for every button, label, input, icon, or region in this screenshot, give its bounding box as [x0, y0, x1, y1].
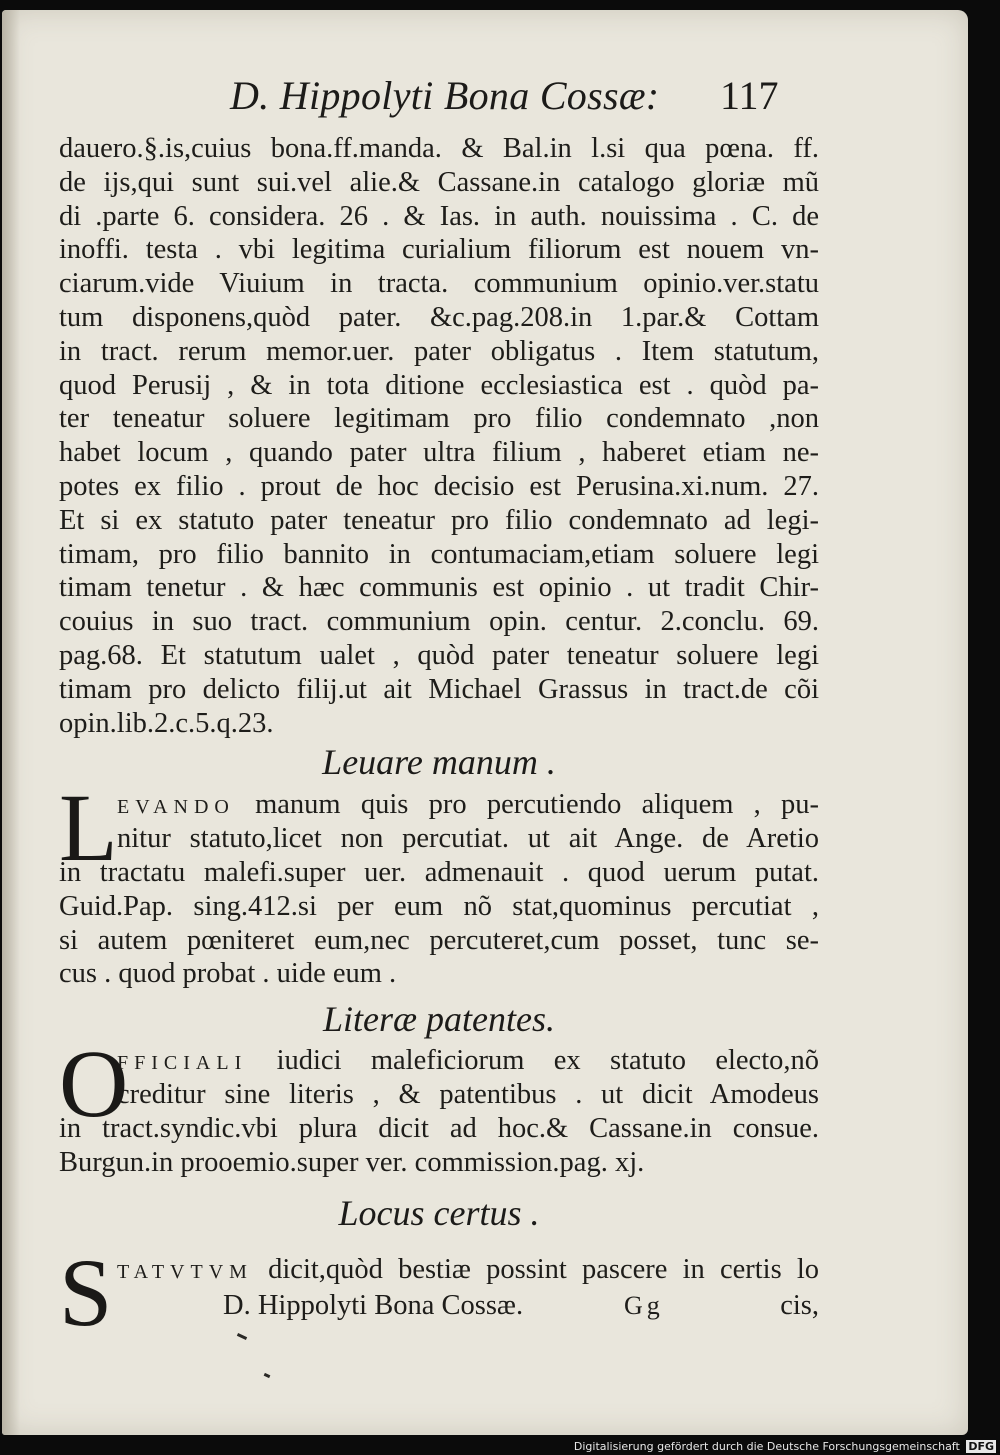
body-text [59, 132, 819, 1347]
text-line: di .parte 6. considera. 26 . & Ias. in auth. nouissima . C. de [59, 200, 819, 232]
text-line: Et si ex statuto pater teneatur pro filio condemnato ad legi- [59, 504, 819, 536]
ink-speck [237, 1333, 247, 1340]
text-line: si autem pœniteret eum,nec percuteret,cum posset, tunc se- [59, 924, 819, 956]
catchword: cis, [780, 1290, 819, 1322]
digitization-credit [574, 1440, 996, 1453]
text-line: ter teneatur soluere legitimam pro filio condemnato ,non [59, 403, 819, 435]
drop-cap: L [59, 774, 118, 882]
text-line: tum disponens,quòd pater. &c.pag.208.in 1.par.& Cottam [59, 301, 819, 333]
text-line: in tract.syndic.vbi plura dicit ad hoc.& Cassane.in consue. [59, 1112, 819, 1144]
drop-cap: O [59, 1030, 129, 1138]
small-caps-word: EVANDO [117, 796, 235, 819]
ink-speck [264, 1373, 271, 1378]
text-line: ciarum.vide Viuium in tracta. communium opinio.ver.statu [59, 268, 819, 300]
text-line: couius in suo tract. communium opin. centur. 2.conclu. 69. [59, 606, 819, 638]
small-caps-word: TATVTVM [117, 1261, 253, 1284]
text-line: Guid.Pap. sing.412.si per eum nõ stat,quominus percutiat , [59, 890, 819, 922]
paragraph-4 [59, 1239, 819, 1347]
dfg-logo: DFG [968, 1440, 994, 1453]
section-heading: Leuare manum . [322, 742, 556, 783]
page-header [2, 72, 968, 122]
book-page [2, 10, 968, 1435]
text-line: Burgun.in prooemio.super ver. commission.pag. xj. [59, 1146, 645, 1178]
small-caps-word: FFICIALI [117, 1052, 248, 1075]
text-line: quod Perusij , & in tota ditione ecclesiastica est . quòd pa- [59, 369, 819, 401]
text-span: dicit,quòd bestiæ possint pascere in certis lo [268, 1254, 819, 1286]
text-line [59, 1253, 819, 1287]
text-line [59, 788, 819, 822]
text-line: nitur statuto,licet non percutiat. ut ait Ange. de Aretio [117, 823, 819, 855]
section-heading: Locus certus . [338, 1193, 540, 1234]
paragraph-1 [59, 132, 819, 740]
text-line: creditur sine literis , & patentibus . ut dicit Amodeus [117, 1078, 819, 1110]
text-line: in tract. rerum memor.uer. pater obligatus . Item statutum, [59, 335, 819, 367]
paragraph-2 [59, 774, 819, 991]
text-line: timam pro delicto filij.ut ait Michael Grassus in tract.de cõi [59, 673, 819, 705]
page-footer [59, 1287, 819, 1325]
text-line: pag.68. Et statutum ualet , quòd pater teneatur soluere legi [59, 639, 819, 671]
running-title: D. Hippolyti Bona Cossæ: [230, 73, 660, 118]
text-line: cus . quod probat . uide eum . [59, 958, 397, 990]
text-line: timam, pro filio bannito in contumaciam,etiam soluere legi [59, 538, 819, 570]
text-line [59, 1044, 819, 1078]
text-line: opin.lib.2.c.5.q.23. [59, 707, 274, 739]
text-line: inoffi. testa . vbi legitima curialium filiorum est nouem vn- [59, 234, 819, 266]
drop-cap: S [59, 1239, 113, 1347]
text-span: iudici maleficiorum ex statuto electo,nõ [276, 1045, 819, 1077]
signature-mark: Gg [624, 1291, 664, 1321]
text-line: timam tenetur . & hæc communis est opinio . ut tradit Chir- [59, 572, 819, 604]
footer-title: D. Hippolyti Bona Cossæ. [223, 1290, 524, 1322]
paragraph-3 [59, 1030, 819, 1179]
text-line: in tractatu malefi.super uer. admenauit . quod uerum putat. [59, 856, 819, 888]
page-number: 117 [720, 73, 779, 118]
credit-text: Digitalisierung gefördert durch die Deutsche Forschungsgemeinschaft [573, 1440, 960, 1453]
section-heading: Literæ patentes. [323, 999, 555, 1040]
text-line: dauero.§.is,cuius bona.ff.manda. & Bal.in l.si qua pœna. ff. [59, 133, 819, 164]
text-line: habet locum , quando pater ultra filium , haberet etiam ne- [59, 437, 819, 469]
text-line: potes ex filio . prout de hoc decisio est Perusina.xi.num. 27. [59, 470, 819, 502]
text-line: de ijs,qui sunt sui.vel alie.& Cassane.in catalogo gloriæ mũ [59, 166, 819, 198]
text-span: manum quis pro percutiendo aliquem , pu- [255, 789, 819, 821]
